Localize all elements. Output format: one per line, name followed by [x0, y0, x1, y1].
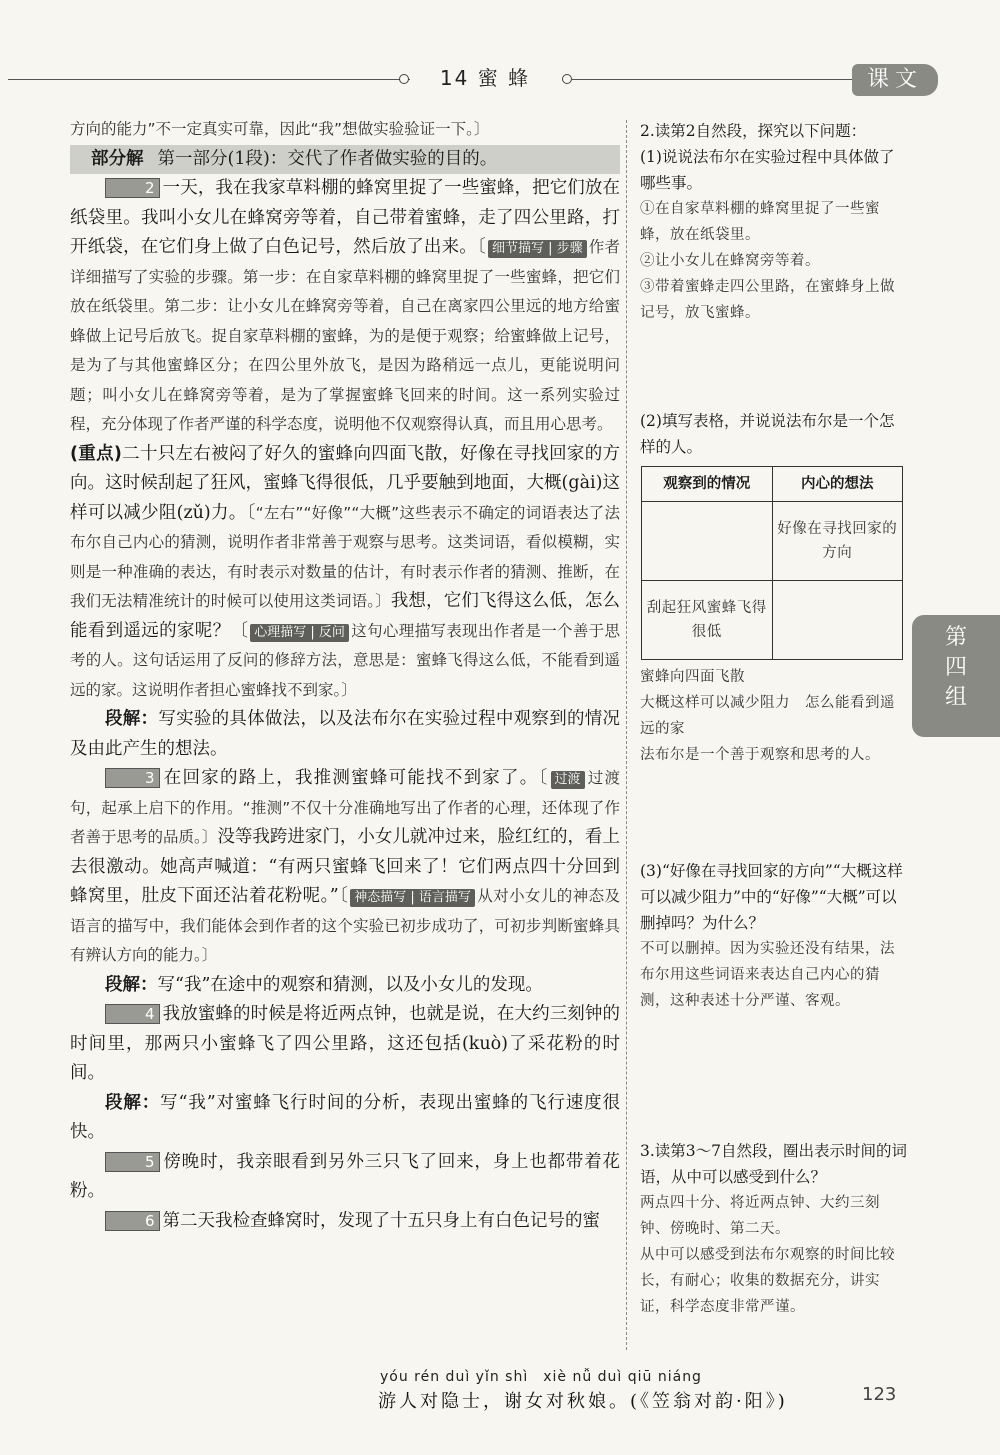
paragraph-text: 在回家的路上，我推测蜜蜂可能找不到家了。〔 [162, 768, 549, 788]
answer: 从中可以感受到法布尔观察的时间比较长，有耐心；收集的数据充分，讲实证，科学态度非常严谨。 [640, 1247, 895, 1315]
summary-label: 段解： [105, 1092, 161, 1113]
paragraph-summary [70, 1089, 620, 1148]
answer: 法布尔是一个善于观察和思考的人。 [640, 747, 880, 763]
paragraph-summary [70, 971, 620, 1001]
table-cell: 好像在寻找回家的方向 [772, 502, 903, 581]
annotation: 作者详细描写了实验的步骤。第一步：在自家草料棚的蜂窝里捉了一些蜜蜂，把它们放在纸袋里。第二步：让小女儿在蜂窝旁等着，自己在离家四公里远的地方给蜜蜂做上记号后放飞。捉自家草料棚的蜜蜂，为的是便于观察；给蜜蜂做上记号，是为了与其他蜜蜂区分；在四公里外放飞，是因为路稍远一点儿，更能说明问题；叫小女儿在蜂窝旁等着，是为了掌握蜜蜂飞回来的时间。这一系列实验过程，充分体现了作者严谨的科学态度，说明他不仅观察得认真，而且用心思考。 [70, 238, 620, 433]
section-summary [70, 145, 620, 175]
ring-icon [399, 74, 409, 84]
side-question-2-3 [640, 858, 908, 1014]
annotation-tag: 细节描写 | 步骤 [488, 240, 587, 258]
category-tag: 课文 [852, 64, 938, 96]
summary-label: 段解： [105, 709, 159, 729]
answer: 不可以删掉。因为实验还没有结果，法布尔用这些词语来表达自己内心的猜测，这种表述十分严谨、客观。 [640, 941, 895, 1009]
answer: ③带着蜜蜂走四公里路，在蜜蜂身上做记号，放飞蜜蜂。 [640, 279, 895, 321]
table-cell [642, 502, 773, 581]
answer: 蜜蜂向四面飞散 [640, 669, 745, 685]
question: (1)说说法布尔在实验过程中具体做了哪些事。 [640, 148, 895, 192]
paragraph-6 [70, 1207, 620, 1237]
unit-tab-char: 第 [944, 625, 967, 650]
paragraph-4 [70, 1000, 620, 1089]
answer: 大概这样可以减少阻力 怎么能看到遥远的家 [640, 695, 895, 737]
paragraph-summary [70, 705, 620, 764]
unit-tab-char: 组 [944, 685, 967, 710]
observation-table [641, 466, 903, 660]
lesson-title: 14 蜜 蜂 [439, 66, 531, 90]
paragraph-number: 5 [105, 1152, 160, 1172]
key-mark: (重点) [70, 443, 122, 464]
question: 2.读第2自然段，探究以下问题： [640, 122, 867, 140]
paragraph-3 [70, 764, 620, 971]
paragraph-number: 6 [105, 1211, 160, 1231]
summary-text: 写“我”在途中的观察和猜测，以及小女儿的发现。 [157, 974, 543, 995]
annotation: 过渡句，起承上启下的作用。“推测”不仅十分准确地写出了作者的心理，还体现了作者善于思考的品质。〕 [70, 769, 620, 846]
footer-couplet: 游人对隐士，谢女对秋娘。(《笠翁对韵·阳》) [378, 1391, 788, 1412]
side-question-3 [640, 1138, 908, 1320]
paragraph-text: 一天，我在我家草料棚的蜂窝里捉了一些蜜蜂，把它们放在纸袋里。我叫小女儿在蜂窝旁等着，自己带着蜜蜂，走了四公里路，打开纸袋，在它们身上做了白色记号，然后放了出来。〔 [70, 178, 620, 257]
annotation: 这句心理描写表现出作者是一个善于思考的人。这句话运用了反问的修辞方法，意思是：蜜蜂飞得这么低，不能看到遥远的家。这说明作者担心蜜蜂找不到家。〕 [70, 621, 620, 699]
summary-label: 段解： [105, 974, 158, 995]
section-label: 部分解 [91, 148, 144, 169]
annotation-tag: 心理描写 | 反问 [250, 624, 349, 642]
main-text-column [70, 115, 620, 1236]
annotation: “左右”“好像”“大概”这些表示不确定的词语表达了法布尔自己内心的猜测，说明作者非常善于观察与思考。这类词语，看似模糊，实则是一种准确的表达，有时表示对数量的估计，有时表示作者的猜测、推断，在我们无法精准统计的时候可以使用这类词语。〕 [70, 503, 620, 610]
unit-tab-char: 四 [944, 655, 967, 680]
summary-text: 写“我”对蜜蜂飞行时间的分析，表现出蜜蜂的飞行速度很快。 [70, 1092, 620, 1142]
annotation: 方向的能力”不一定真实可靠，因此“我”想做实验验证一下。〕 [70, 120, 490, 138]
table-cell [772, 581, 903, 660]
side-question-2 [640, 118, 908, 326]
annotation: 从对小女儿的神态及语言的描写中，我们能体会到作者的这个实验已初步成功了，可初步判断蜜蜂具有辨认方向的能力。〕 [70, 887, 620, 964]
paragraph-number: 3 [105, 768, 160, 788]
answer: ②让小女儿在蜂窝旁等着。 [640, 253, 820, 269]
answer: 两点四十分、将近两点钟、大约三刻钟、傍晚时、第二天。 [640, 1195, 880, 1237]
paragraph-text: 傍晚时，我亲眼看到另外三只飞了回来，身上也都带着花粉。 [70, 1151, 620, 1201]
header-rule-right [572, 79, 852, 80]
paragraph-text: 我想，它们飞得这么低，怎么能看到遥远的家呢？〔 [70, 591, 620, 641]
paragraph-text: 二十只左右被闷了好久的蜜蜂向四面飞散，好像在寻找回家的方向。这时候刮起了狂风，蜜蜂飞得很低，几乎要触到地面，大概(gài)这样可以减少阻(zǔ)力。〔 [70, 443, 621, 523]
summary-text: 写实验的具体做法，以及法布尔在实验过程中观察到的情况及由此产生的想法。 [70, 709, 621, 759]
annotation-tag: 过渡 [551, 771, 585, 789]
column-divider [626, 120, 627, 1350]
footer-pinyin: yóu rén duì yǐn shì xiè nǚ duì qiū niáng [380, 1369, 702, 1385]
annotation-tag: 神态描写 | 语言描写 [350, 889, 475, 907]
side-question-2-2 [640, 408, 908, 768]
table-cell: 刮起狂风蜜蜂飞得很低 [642, 581, 773, 660]
header-rule-left [8, 79, 410, 80]
paragraph-number: 4 [105, 1004, 160, 1024]
question: 3.读第3～7自然段，圈出表示时间的词语，从中可以感受到什么？ [640, 1142, 908, 1186]
ring-icon [562, 74, 572, 84]
answer: ①在自家草料棚的蜂窝里捉了一些蜜蜂，放在纸袋里。 [640, 201, 880, 243]
table-header: 内心的想法 [772, 467, 903, 502]
page-number: 123 [862, 1384, 897, 1405]
table-header: 观察到的情况 [642, 467, 773, 502]
paragraph-text: 没等我跨进家门，小女儿就冲过来，脸红红的，看上去很激动。她高声喊道：“有两只蜜蜂飞回来了！它们两点四十分回到蜂窝里，肚皮下面还沾着花粉呢。”〔 [70, 827, 620, 906]
unit-tab [912, 615, 1000, 737]
paragraph-2 [70, 174, 620, 705]
section-summary-text: 第一部分(1段)：交代了作者做实验的目的。 [157, 148, 498, 169]
paragraph-5 [70, 1148, 620, 1207]
question: (3)“好像在寻找回家的方向”“大概这样可以减少阻力”中的“好像”“大概”可以删掉吗？为什么？ [640, 862, 903, 932]
paragraph-number: 2 [105, 178, 160, 198]
paragraph-text: 我放蜜蜂的时候是将近两点钟，也就是说，在大约三刻钟的时间里，那两只小蜜蜂飞了四公里路，这还包括(kuò)了采花粉的时间。 [70, 1004, 620, 1083]
paragraph-text: 第二天我检查蜂窝时，发现了十五只身上有白色记号的蜜 [162, 1210, 601, 1231]
question: (2)填写表格，并说说法布尔是一个怎样的人。 [640, 412, 895, 456]
